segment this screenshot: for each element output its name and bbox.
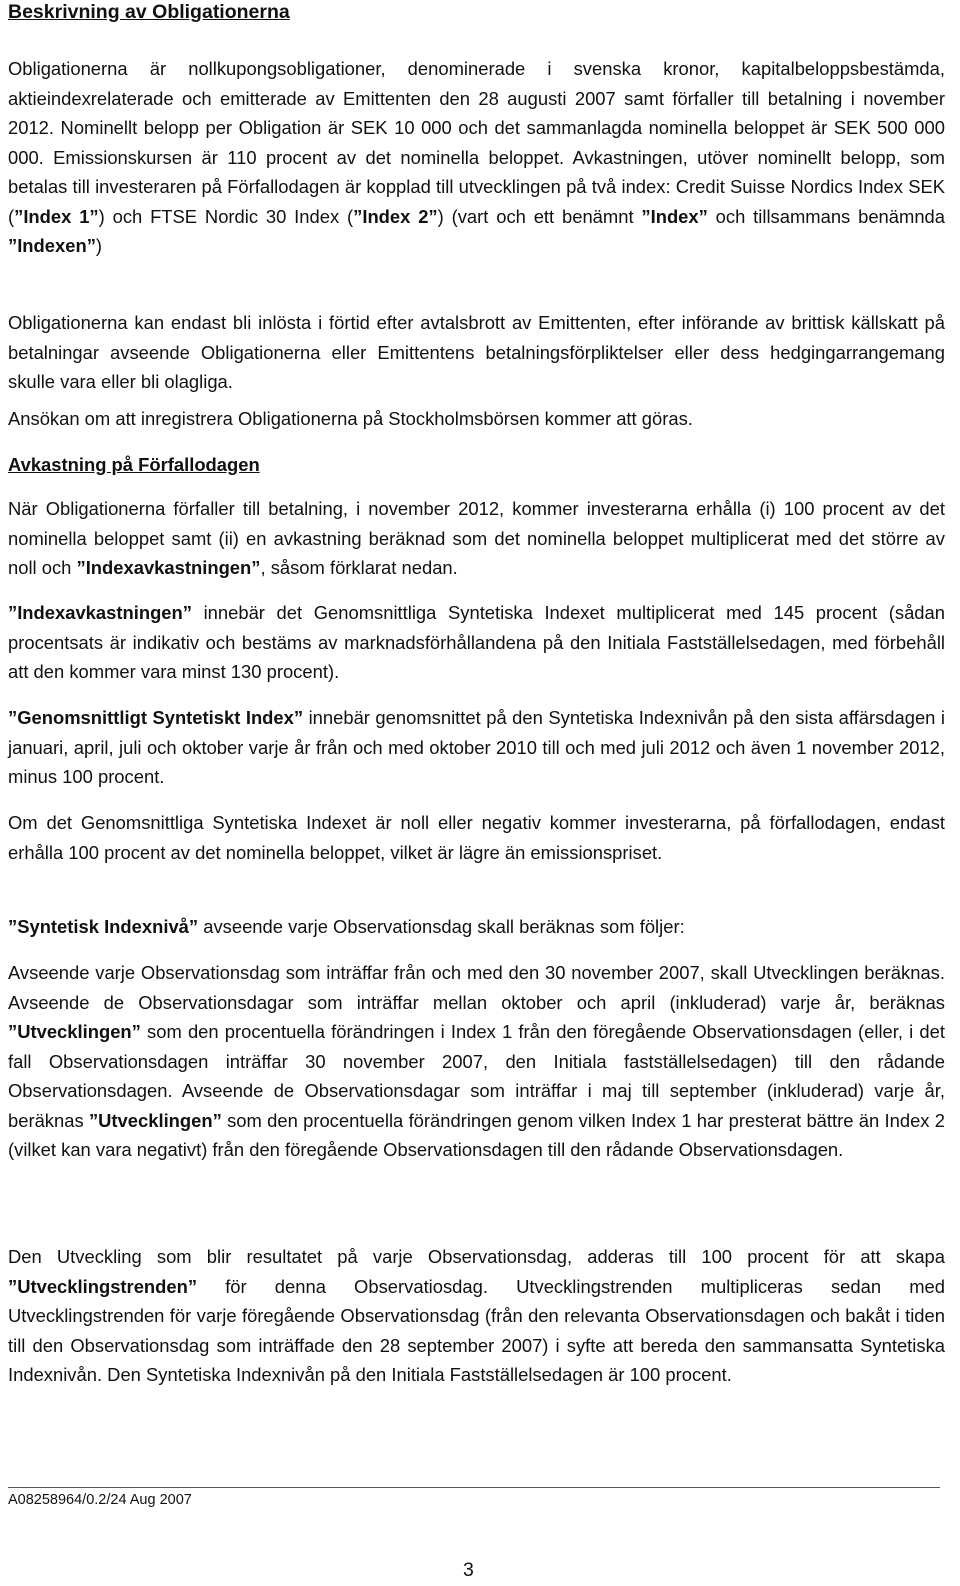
paragraph-bond-description [8,54,945,261]
text-run: som den procentuella förändringen i Index 1 från den föregående Observationsdagen (eller, i det fall Observationsdagen inträffar 30 november 2007, den Initiala fastställelsedagen) till den rådande Observationsdagen. Avseende de Observationsdagar som inträffar i maj till september (inkluderad) varje år, beräknas [8,1021,945,1131]
footer-document-reference: A08258964/0.2/24 Aug 2007 [8,1492,192,1508]
text-run: som den procentuella förändringen genom vilken Index 1 har presterat bättre än Index 2 (vilket kan vara negativt) från den föregående Observationsdagen till den rådande Observationsdagen. [8,1109,946,1160]
text-run: Den Utveckling som blir resultatet på varje Observationsdag, adderas till 100 procent för att skapa [8,1246,945,1267]
paragraph-synthetic-index-level [8,912,685,942]
term-indexen: ”Indexen” [8,235,96,256]
term-index-2: ”Index 2” [353,205,438,227]
text-run: När Obligationerna förfaller till betalning, i november 2012, kommer investerarna erhålla (i) 100 procent av det nominella beloppet samt (ii) en avkastning beräknad som det nominella beloppet multiplicerat med det större av noll och [8,498,945,578]
term-indexavkastningen: ”Indexavkastningen” [8,602,192,623]
text-run: och tillsammans benämnda [707,205,946,227]
term-indexavkastningen: ”Indexavkastningen” [76,557,261,578]
text-run: , såsom förklarat nedan. [260,557,458,578]
footer-divider [8,1487,940,1488]
term-syntetisk-indexniva: ”Syntetisk Indexnivå” [8,916,199,937]
paragraph-performance-trend [8,1242,945,1390]
text-run: ) och FTSE Nordic 30 Index ( [98,205,354,227]
page-number: 3 [463,1559,474,1581]
text-run: innebär det Genomsnittliga Syntetiska Indexet multiplicerat med 145 procent (sådan procentsats är indikativ och bestäms av marknadsförhållandena på den Initiala Fastställelsedagen, med förbehåll att den kommer vara minst 130 procent). [8,602,945,682]
text-run: ) (vart och ett benämnt [437,205,642,227]
text-run: Obligationerna är nollkupongsobligationer, denominerade i svenska kronor, kapitalbeloppsbestämda, aktieindexrelaterade och emitterade av Emittenten den 28 augusti 2007 samt förfaller till betalning i november 2012. Nominellt belopp per Obligation är SEK 10 000 och det sammanlagda nominella beloppet är SEK 500 000 000. Emissionskursen är 110 procent av det nominella beloppet. Avkastningen, utöver nominellt belopp, som betalas till investeraren på Förfallodagen är kopplad till utvecklingen på två index: Credit Suisse Nordics Index SEK ( [8,58,945,227]
text-run: innebär genomsnittet på den Syntetiska Indexnivån på den sista affärsdagen i januari, april, juli och oktober varje år från och med oktober 2010 till och med juli 2012 och även 1 november 2012, minus 100 procent. [8,707,945,787]
text-run: avseende varje Observationsdag skall beräknas som följer: [198,916,685,937]
text-run: ) [95,235,103,256]
paragraph-zero-return: Om det Genomsnittliga Syntetiska Indexet är noll eller negativ kommer investerarna, på förfallodagen, endast erhålla 100 procent av det nominella beloppet, vilket är lägre än emissionspriset. [8,812,945,863]
term-index-1: ”Index 1” [14,205,99,227]
paragraph-early-redemption: Obligationerna kan endast bli inlösta i förtid efter avtalsbrott av Emittenten, efter införande av brittisk källskatt på betalningar avseende Obligationerna eller Emittentens betalningsförpliktelser eller dess hedgingarrangemang skulle vara eller bli olagliga. [8,312,945,392]
paragraph-average-synthetic-index [8,703,945,792]
paragraph-listing: Ansökan om att inregistrera Obligationerna på Stockholmsbörsen kommer att göras. [8,408,693,429]
section-heading: Beskrivning av Obligationerna [8,1,290,23]
subheading-return-at-maturity: Avkastning på Förfallodagen [8,454,260,475]
document-page [8,0,946,1385]
term-utvecklingstrenden: ”Utvecklingstrenden” [8,1275,198,1297]
text-run: för denna Observatiosdag. Utvecklingstrenden multipliceras sedan med Utvecklingstrenden för varje föregående Observationsdag (från den relevanta Observationsdagen och bakåt i tiden till den Observationsdag som inträffade den 28 september 2007) i syfte att bereda den sammansatta Syntetiska Indexnivån. Den Syntetiska Indexnivån på den Initiala Fastställelsedagen är 100 procent. [8,1275,945,1385]
paragraph-performance-calculation [8,958,945,1165]
paragraph-index-return-definition [8,598,945,687]
text-run: Avseende varje Observationsdag som inträffar från och med den 30 november 2007, skall Utvecklingen beräknas. Avseende de Observationsdagar som inträffar mellan oktober och april (inkluderad) varje år, beräknas [8,962,945,1013]
term-index: ”Index” [641,205,708,227]
term-genomsnittligt-syntetiskt-index: ”Genomsnittligt Syntetiskt Index” [8,707,304,728]
term-utvecklingen: ”Utvecklingen” [88,1109,222,1131]
term-utvecklingen: ”Utvecklingen” [8,1021,141,1042]
paragraph-maturity-payment [8,494,945,583]
